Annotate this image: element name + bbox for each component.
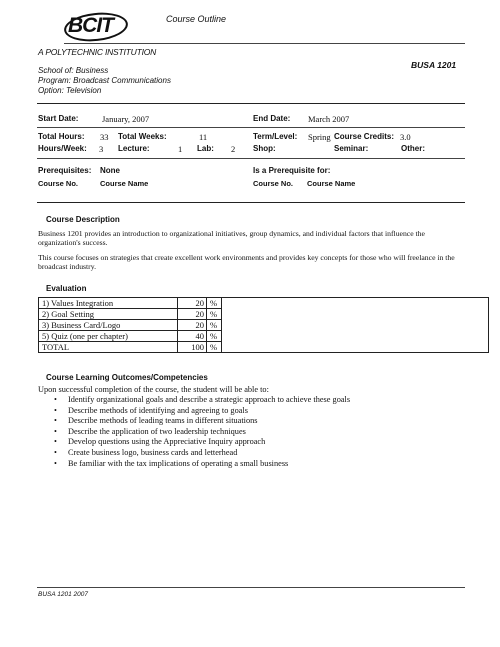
list-item [52, 427, 350, 438]
course-no-header: Course No. [38, 179, 79, 188]
eval-value: 40 [178, 331, 207, 342]
course-no-header-2: Course No. [253, 179, 294, 188]
description-paragraph-1: Business 1201 provides an introduction to organizational initiatives, group dynamics, and individual factors that influence the organization's success. [38, 229, 425, 248]
list-item [52, 416, 350, 427]
outcomes-heading: Course Learning Outcomes/Competencies [46, 373, 208, 382]
eval-total-label: TOTAL [39, 342, 178, 353]
shop-label: Shop: [253, 144, 276, 153]
eval-value: 20 [178, 298, 207, 309]
list-item [52, 448, 350, 459]
course-name-header: Course Name [100, 179, 149, 188]
lecture-label: Lecture: [118, 144, 150, 153]
outcome-text: Develop questions using the Appreciative Inquiry approach [68, 437, 266, 447]
school-line: School of: Business [38, 66, 109, 75]
course-code: BUSA 1201 [411, 60, 457, 70]
bullet-icon: • [54, 458, 57, 468]
outcome-text: Describe methods of leading teams in different situations [68, 416, 258, 426]
divider-3 [37, 158, 465, 159]
eval-unit: % [207, 298, 222, 309]
logo-text: BCIT [68, 14, 113, 37]
eval-unit: % [207, 309, 222, 320]
course-name-header-2: Course Name [307, 179, 356, 188]
bullet-icon: • [54, 405, 57, 415]
bcit-logo [64, 12, 126, 42]
total-hours-label: Total Hours: [38, 132, 85, 141]
list-item [52, 395, 350, 406]
institution-tagline: A POLYTECHNIC INSTITUTION [38, 47, 157, 57]
header-rule [64, 43, 465, 44]
bullet-icon: • [54, 447, 57, 457]
description-heading: Course Description [46, 215, 120, 224]
eval-item: 3) Business Card/Logo [39, 320, 178, 331]
list-item [52, 406, 350, 417]
bullet-icon: • [54, 395, 57, 404]
footer-rule [37, 587, 465, 588]
credits-label: Course Credits: [334, 132, 395, 141]
start-date-value: January, 2007 [102, 114, 150, 124]
prereq-label: Prerequisites: [38, 166, 92, 175]
program-line: Program: Broadcast Communications [38, 76, 171, 85]
outcome-text: Describe methods of identifying and agreeing to goals [68, 405, 248, 415]
eval-blank-area [222, 298, 489, 353]
description-paragraph-2: This course focuses on strategies that create excellent work environments and provides key concepts for those who will freelance in the broadcast industry. [38, 253, 455, 272]
prereq-value: None [100, 166, 120, 175]
eval-unit: % [207, 320, 222, 331]
start-date-label: Start Date: [38, 114, 79, 123]
total-weeks-label: Total Weeks: [118, 132, 167, 141]
eval-total-unit: % [207, 342, 222, 353]
hours-week-value: 3 [99, 144, 104, 154]
doc-title: Course Outline [166, 14, 227, 24]
eval-unit: % [207, 331, 222, 342]
list-item [52, 459, 350, 470]
outcomes-list [52, 395, 350, 469]
outcome-text: Create business logo, business cards and letterhead [68, 447, 238, 457]
seminar-label: Seminar: [334, 144, 369, 153]
lab-value: 2 [231, 144, 236, 154]
eval-total-value: 100 [178, 342, 207, 353]
bullet-icon: • [54, 426, 57, 436]
is-prereq-label: Is a Prerequisite for: [253, 166, 331, 175]
divider-4 [37, 202, 465, 203]
evaluation-table [38, 297, 489, 353]
list-item [52, 437, 350, 448]
option-line: Option: Television [38, 86, 102, 95]
evaluation-row [39, 298, 489, 309]
end-date-value: March 2007 [308, 114, 350, 124]
credits-value: 3.0 [400, 132, 411, 142]
end-date-label: End Date: [253, 114, 291, 123]
bullet-icon: • [54, 437, 57, 447]
bullet-icon: • [54, 416, 57, 426]
hours-week-label: Hours/Week: [38, 144, 87, 153]
term-value: Spring [308, 132, 331, 142]
outcome-text: Be familiar with the tax implications of operating a small business [68, 458, 289, 468]
total-hours-value: 33 [100, 132, 109, 142]
term-label: Term/Level: [253, 132, 298, 141]
outcomes-intro: Upon successful completion of the course, the student will be able to: [38, 385, 269, 394]
eval-value: 20 [178, 309, 207, 320]
outcome-text: Identify organizational goals and describe a strategic approach to achieve these goals [68, 395, 351, 404]
other-label: Other: [401, 144, 425, 153]
eval-item: 2) Goal Setting [39, 309, 178, 320]
eval-item: 5) Quiz (one per chapter) [39, 331, 178, 342]
evaluation-heading: Evaluation [46, 284, 87, 293]
lecture-value: 1 [178, 144, 183, 154]
eval-value: 20 [178, 320, 207, 331]
total-weeks-value: 11 [199, 132, 208, 142]
lab-label: Lab: [197, 144, 214, 153]
outcome-text: Describe the application of two leadership techniques [68, 426, 246, 436]
divider-2 [37, 127, 465, 128]
footer-text: BUSA 1201 2007 [38, 591, 88, 598]
divider-1 [37, 103, 465, 104]
eval-item: 1) Values Integration [39, 298, 178, 309]
